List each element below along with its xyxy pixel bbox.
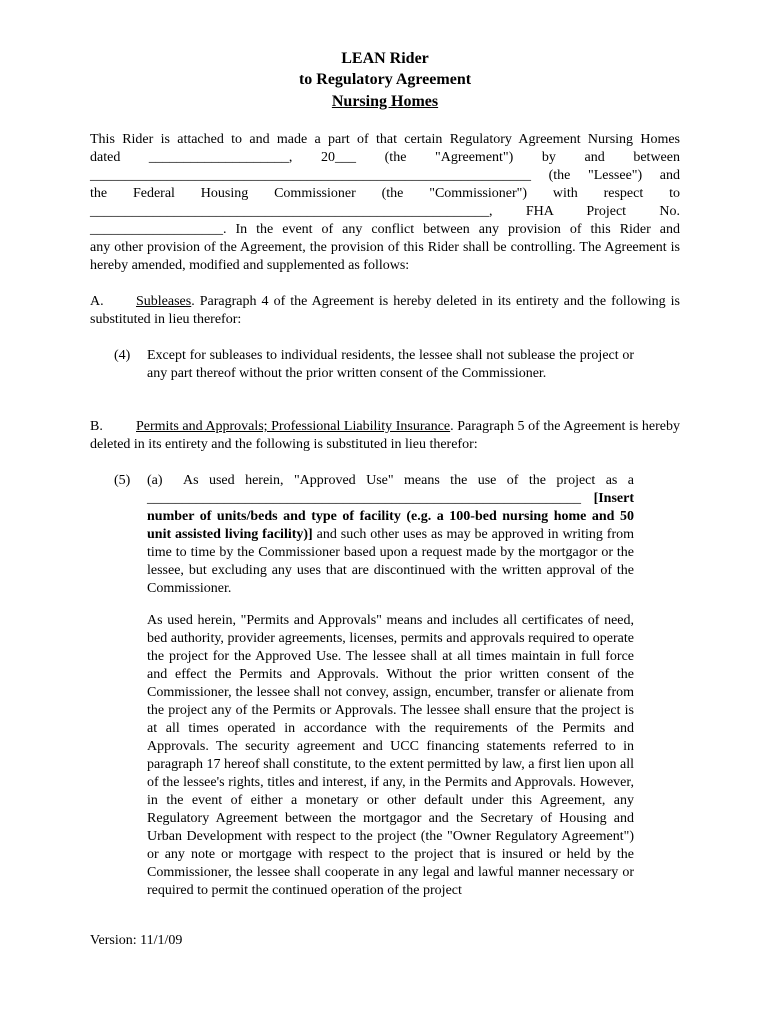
intro-line-5: _________________________________________________________, FHA Project No. xyxy=(90,204,680,219)
document-subtitle: to Regulatory Agreement xyxy=(298,71,472,88)
intro-line-2: dated ____________________, 20___ (the "Agreement") by and between xyxy=(90,150,680,165)
insert-instruction: [Insert number of units/beds and type of facility (e.g. a 100-bed nursing home and 50 unit assisted living facility)] xyxy=(147,491,634,542)
section-b-text: . Paragraph 5 of the Agreement is hereby deleted in its entirety and the following is substituted in lieu therefor: xyxy=(90,419,680,452)
approved-use-intro: As used herein, "Approved Use" means the use of the project as a xyxy=(183,473,634,488)
document-subtitle-underlined: Nursing Homes xyxy=(331,93,439,110)
facility-blank-line: ______________________________________________________________ xyxy=(147,491,581,506)
intro-line-6: ___________________. In the event of any conflict between any provision of this Rider and xyxy=(90,222,680,237)
intro-line-4: the Federal Housing Commissioner (the "Commissioner") with respect to xyxy=(90,186,680,201)
section-b-heading: Permits and Approvals; Professional Liability Insurance xyxy=(136,419,451,434)
section-a-letter: A. xyxy=(90,294,104,309)
section-b xyxy=(90,418,680,454)
approved-use-rest: and such other uses as may be approved in writing from time to time by the Commissioner based upon a request made by the mortgagor or the lessee, but excluding any uses that are discontinued with the written approval of the Commissioner. xyxy=(147,527,634,596)
section-a-item-text: Except for subleases to individual residents, the lessee shall not sublease the project or any part thereof without the prior written consent of the Commissioner. xyxy=(147,348,634,381)
permits-and-approvals-paragraph: As used herein, "Permits and Approvals" means and includes all certificates of need, bed authority, provider agreements, licenses, permits and approvals required to operate the project for the Approved Use. The lessee shall at all times maintain in full force and effect the Permits and Approvals. Without the prior written consent of the Commissioner, the lessee shall not convey, assign, encumber, transfer or alienate from the project any of the Permits or Approvals. The lessee shall ensure that the project is at all times operated in accordance with the requirements of the Permits and Approvals. The security agreement and UCC financing statements referred to in paragraph 17 hereof shall constitute, to the extent permitted by law, a first lien upon all of the lessee's rights, titles and interest, if any, in the Permits and Approvals. However, in the event of either a monetary or other default under this Agreement, any Regulatory Agreement between the mortgagor and the Secretary of Housing and Urban Development with respect to the project (the "Owner Regulatory Agreement") or any note or mortgage with respect to the project that is insured or held by the Commissioner, the lessee shall cooperate in any legal and lawful manner necessary or required to permit the continued operation of the project xyxy=(147,613,634,898)
document-title: LEAN Rider xyxy=(341,50,429,67)
version-footer: Version: 11/1/09 xyxy=(90,933,183,948)
intro-line-3: _______________________________________________________________ (the "Lessee") and xyxy=(90,168,680,183)
section-b-item-number: (5) xyxy=(114,473,131,488)
section-a-item-number: (4) xyxy=(114,348,131,363)
section-a-text: . Paragraph 4 of the Agreement is hereby deleted in its entirety and the following is substituted in lieu therefor: xyxy=(90,294,680,327)
intro-paragraph-rest: any other provision of the Agreement, the provision of this Rider shall be controlling. The Agreement is hereby amended, modified and supplemented as follows: xyxy=(90,240,680,273)
section-b-subparagraph-a xyxy=(147,472,634,598)
subparagraph-a-label: (a) xyxy=(147,473,163,488)
section-a-heading: Subleases xyxy=(136,294,192,309)
intro-line-1: This Rider is attached to and made a part of that certain Regulatory Agreement Nursing Homes xyxy=(90,132,680,147)
section-b-letter: B. xyxy=(90,419,103,434)
section-a xyxy=(90,293,680,329)
